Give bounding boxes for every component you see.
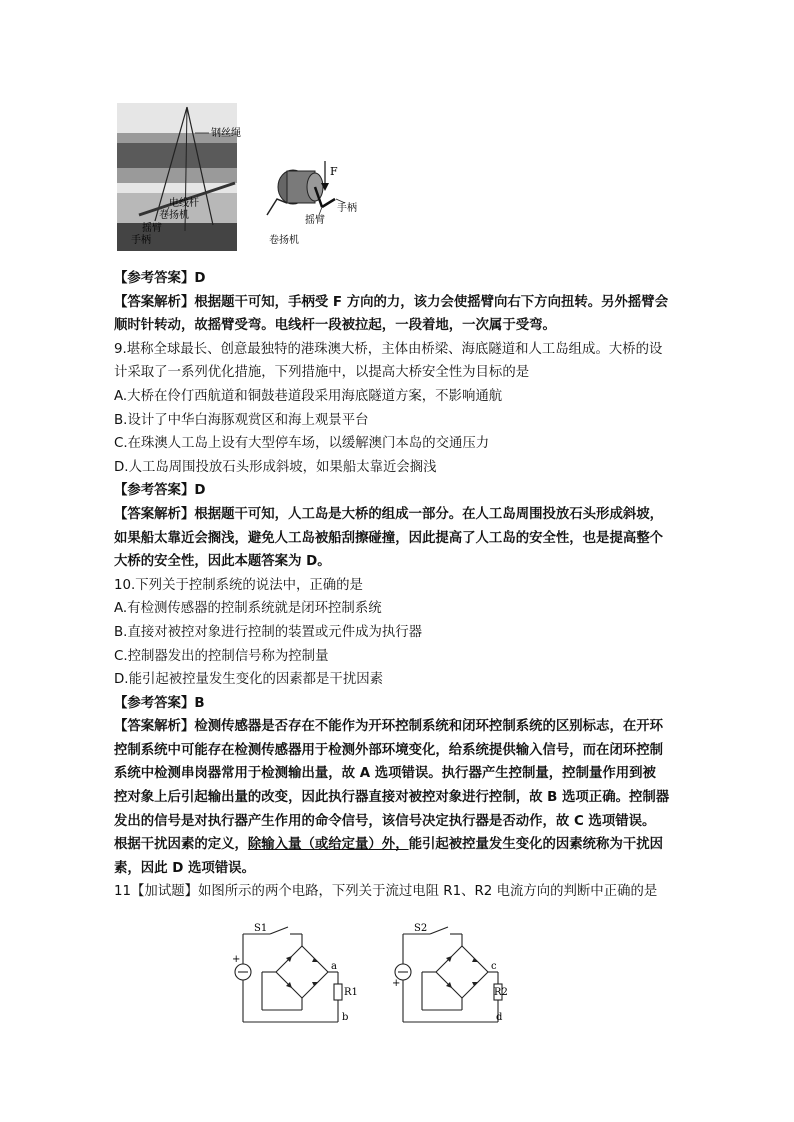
q10-option-c: C.控制器发出的控制信号称为控制量 [114, 648, 329, 664]
q8-analysis-line-1: 【答案解析】根据题干可知，手柄受 F 方向的力，该力会使摇臂向右下方向扭转。另外摇臂会 [114, 294, 669, 310]
left-circuit [235, 927, 342, 1022]
q10-analysis-line-6 [114, 833, 686, 857]
label-handle: 手柄 [131, 235, 151, 246]
q9-option-b: B.设计了中华白海豚观赏区和海上观景平台 [114, 412, 369, 428]
right-node-c: c [491, 961, 497, 972]
q9-analysis-line-2: 如果船太靠近会搁浅，避免人工岛被船刮擦碰撞，因此提高了人工岛的安全性，也是提高整个 [114, 530, 664, 546]
right-switch-label: S2 [414, 923, 428, 934]
photo-train [117, 143, 237, 168]
q9-analysis-line-1: 【答案解析】根据题干可知，人工岛是大桥的组成一部分。在人工岛周围投放石头形成斜坡， [114, 506, 664, 522]
left-plus-label: + [232, 954, 241, 965]
q10-analysis-first: 检测传感器是否存在不能作为开环控制系统和闭环控制系统的区别标志，在开环 [194, 719, 664, 735]
leader-crank2 [319, 207, 322, 215]
right-circuit [395, 927, 502, 1022]
q10-analysis-underlined: 除输入量（或给定量）外， [247, 837, 409, 853]
q10-option-d: D.能引起被控量发生变化的因素都是干扰因素 [114, 672, 383, 688]
left-resistor-label: R1 [344, 987, 358, 998]
q10-analysis-line-4: 控对象上后引起输出量的改变，因此执行器直接对被控对象进行控制，故 B 选项正确。控制器 [114, 790, 670, 806]
q10-stem: 10.下列关于控制系统的说法中，正确的是 [114, 577, 363, 593]
q10-analysis-line-3: 系统中检测串岗器常用于检测输出量，故 A 选项错误。执行器产生控制量，控制量作用到被 [114, 766, 656, 782]
circuit-figure [232, 922, 517, 1030]
label-handle2: 手柄 [337, 203, 357, 214]
left-resistor [334, 984, 342, 1000]
winch-illustration [117, 103, 360, 251]
q9-stem-line-1: 9.堪称全球最长、创意最独特的港珠澳大桥，主体由桥梁、海底隧道和人工岛组成。大桥的设 [114, 341, 663, 357]
q10-option-a: A.有检测传感器的控制系统就是闭环控制系统 [114, 601, 382, 617]
left-node-a: a [331, 961, 337, 972]
label-crank2: 摇臂 [305, 215, 325, 226]
q11-stem: 11【加试题】如图所示的两个电路，下列关于流过电阻 R1、R2 电流方向的判断中正确的是 [114, 884, 658, 900]
winch-rope [267, 199, 287, 215]
right-diodes [446, 956, 478, 988]
q10-analysis-u-pre: 根据干扰因素的定义， [114, 837, 248, 853]
q10-analysis-u-post: 能引起被控量发生变化的因素统称为干扰因 [408, 837, 664, 853]
label-force: F [330, 165, 338, 178]
right-node-d: d [496, 1012, 503, 1023]
label-pole: 电线杆 [169, 198, 199, 209]
left-switch-blade [270, 927, 288, 934]
q10-analysis-line-2: 控制系统中可能存在检测传感器用于检测外部环境变化，给系统提供输入信号，而在闭环控制 [114, 742, 664, 758]
q9-option-a: A.大桥在伶仃西航道和铜鼓巷道段采用海底隧道方案，不影响通航 [114, 388, 503, 404]
q10-answer: 【参考答案】B [114, 695, 205, 711]
label-cable: 钢丝绳 [211, 128, 241, 139]
circuits-svg [232, 922, 517, 1030]
q9-analysis-line-3: 大桥的安全性，因此本题答案为 D。 [114, 554, 331, 570]
left-switch-label: S1 [254, 923, 268, 934]
q9-answer: 【参考答案】D [114, 483, 206, 499]
left-diodes [286, 956, 318, 988]
label-winch2: 卷扬机 [269, 235, 299, 246]
q10-analysis-head: 【答案解析】 [114, 719, 195, 735]
right-bridge [436, 946, 488, 998]
left-node-b: b [342, 1012, 349, 1023]
handle-bar [322, 199, 335, 207]
right-plus-label: + [392, 978, 401, 989]
right-resistor-label: R2 [494, 987, 508, 998]
q8-answer: 【参考答案】D [114, 271, 206, 286]
q9-stem-line-2: 计采取了一系列优化措施，下列措施中，以提高大桥安全性为目标的是 [114, 365, 530, 381]
label-winch: 卷扬机 [159, 210, 189, 221]
winch-figure [117, 103, 360, 251]
q10-option-b: B.直接对被控对象进行控制的装置或元件成为执行器 [114, 624, 423, 640]
q10-analysis-line-7: 素，因此 D 选项错误。 [114, 860, 255, 876]
q8-analysis-line-2: 顺时针转动，故摇臂受弯。电线杆一段被拉起，一段着地，一次属于受弯。 [114, 318, 556, 334]
q9-option-c: C.在珠澳人工岛上设有大型停车场，以缓解澳门本岛的交通压力 [114, 436, 490, 452]
q10-analysis-line-1 [114, 715, 686, 739]
q9-option-d: D.人工岛周围投放石头形成斜坡，如果船太靠近会搁浅 [114, 459, 437, 475]
left-bridge [276, 946, 328, 998]
right-switch-blade [430, 927, 448, 934]
question-content [114, 267, 686, 904]
label-crank: 摇臂 [142, 223, 162, 234]
q10-analysis-line-5: 发出的信号是对执行器产生作用的命令信号，该信号决定执行器是否动作，故 C 选项错误。 [114, 813, 656, 829]
